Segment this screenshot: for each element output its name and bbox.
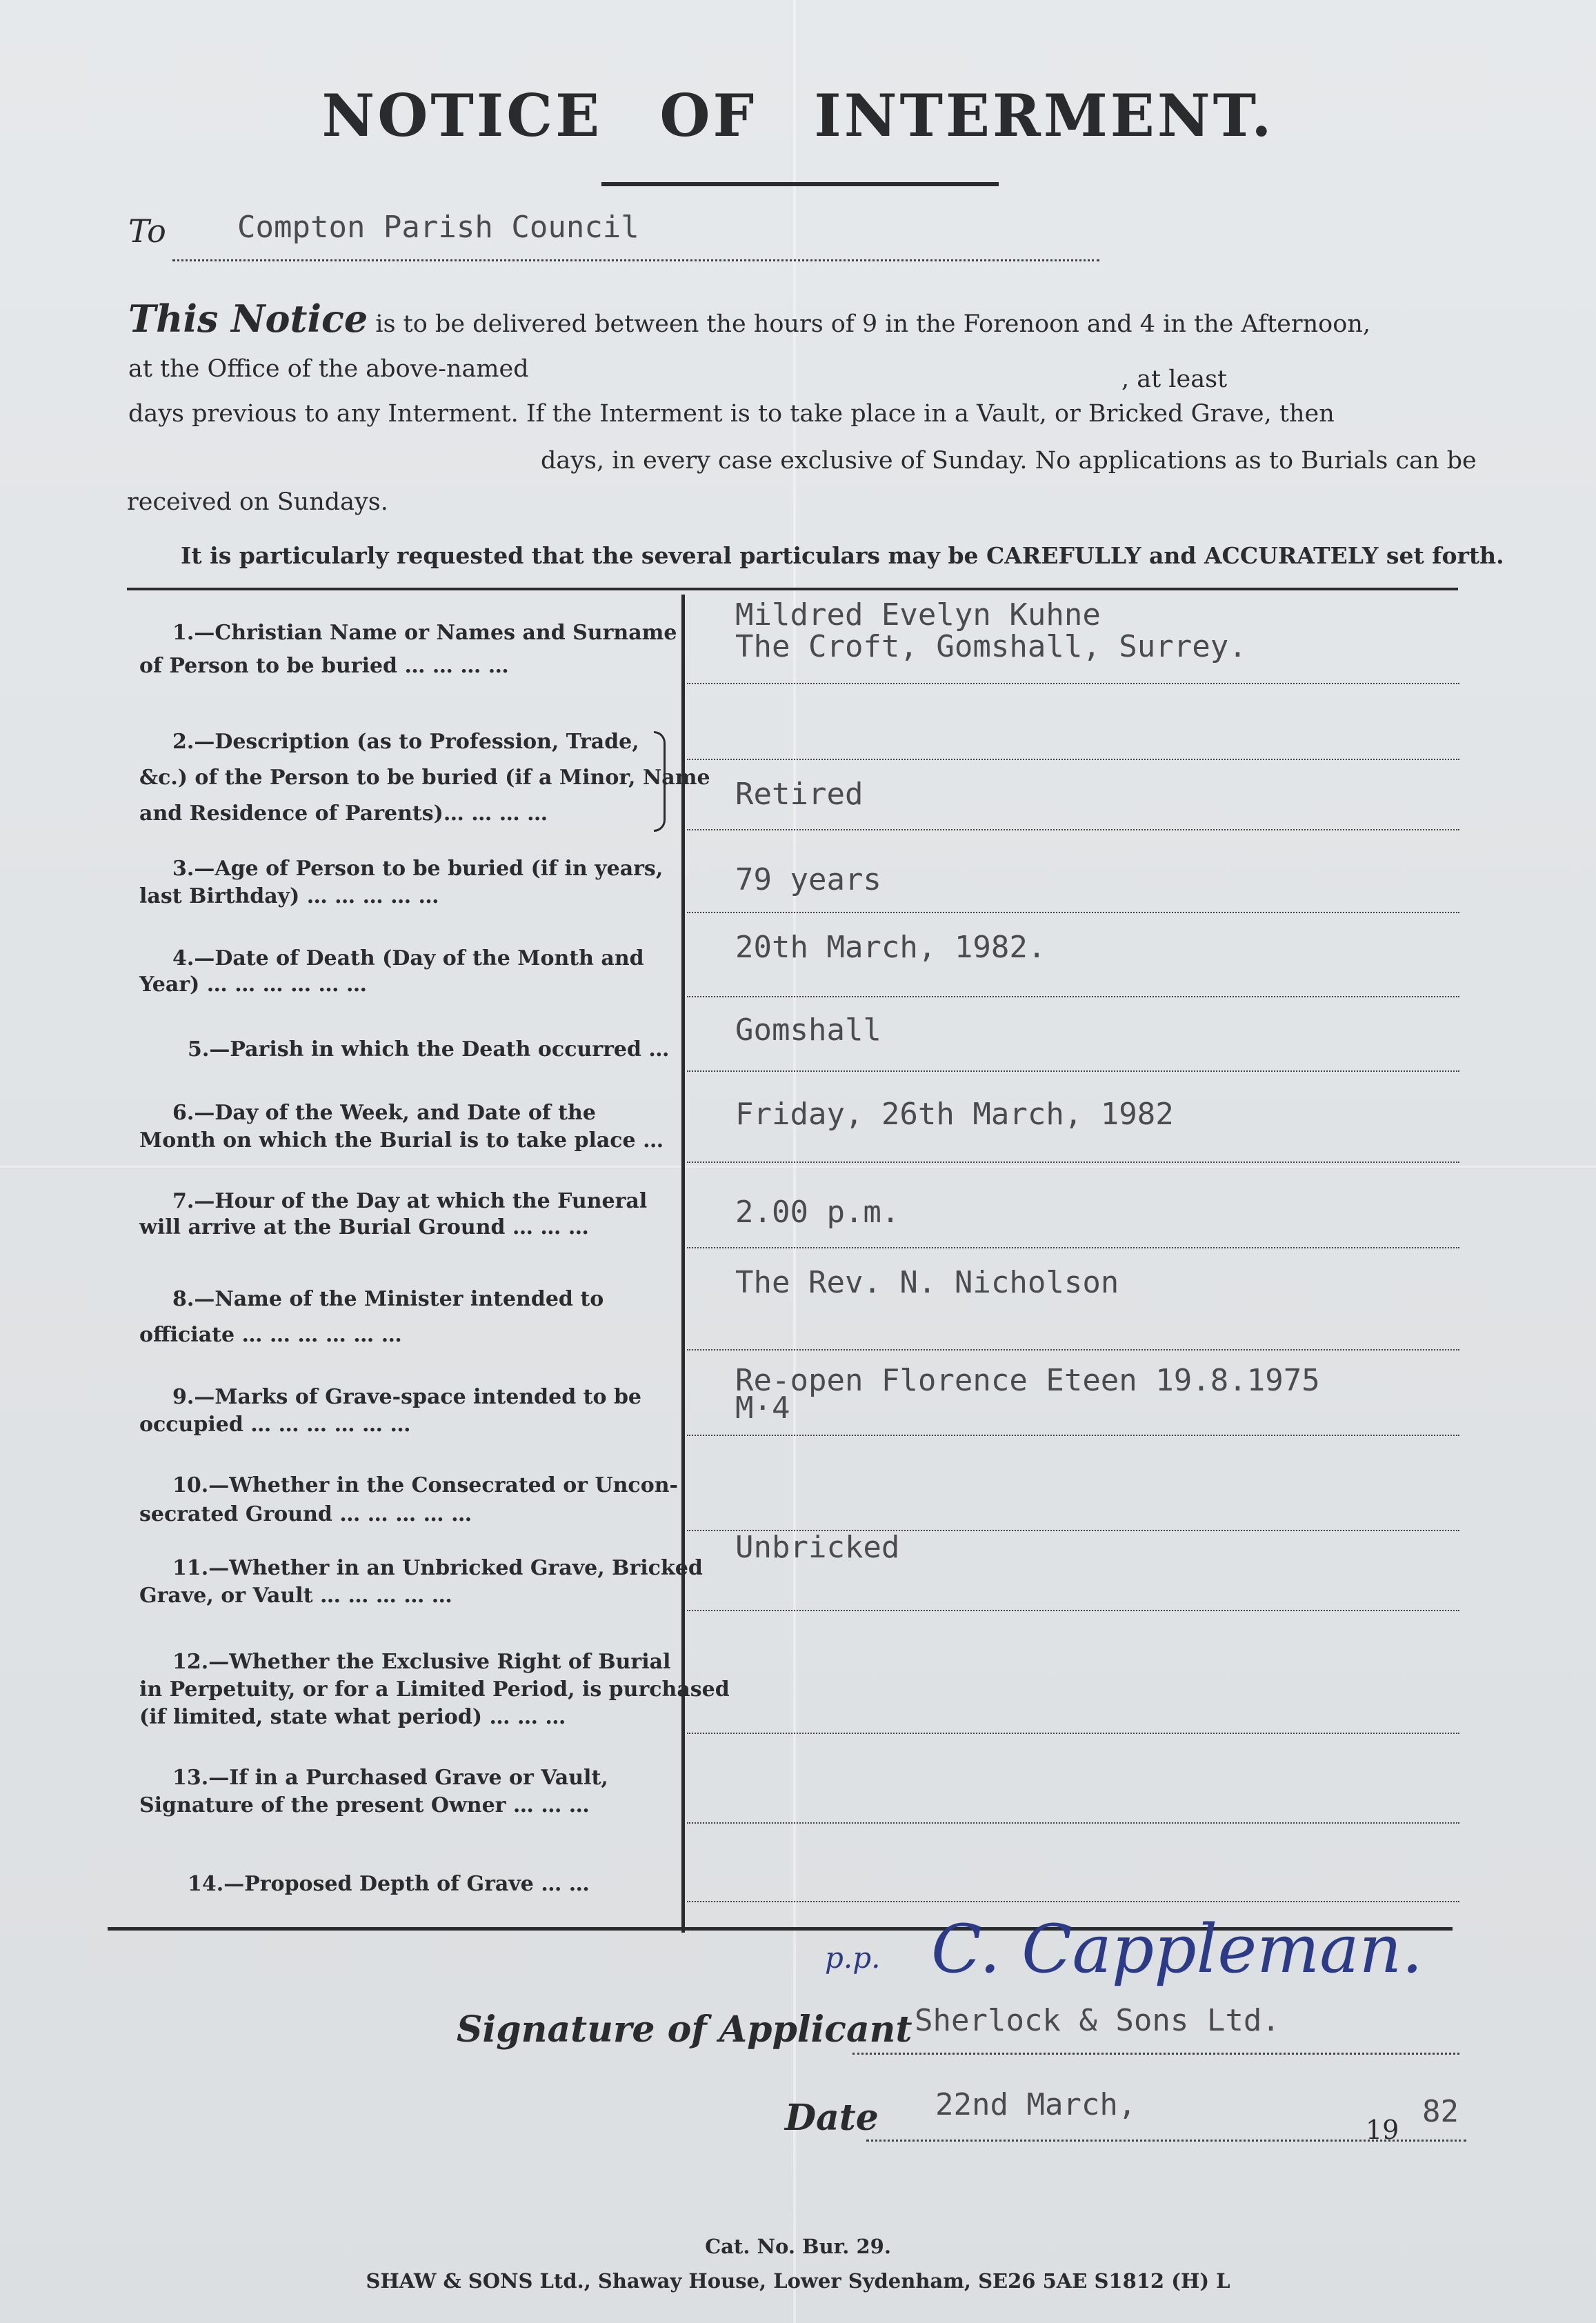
signature-dotted-line: [852, 2053, 1459, 2055]
item-5-value: Gomshall: [735, 1013, 881, 1048]
date-typed: 22nd March,: [935, 2087, 1137, 2122]
intro-line-1: [128, 297, 1466, 341]
item-8-label-line: officiate … … … … … …: [139, 1323, 402, 1347]
signature-label: Signature of Applicant: [457, 2008, 912, 2051]
item-7-label-line: 7.—Hour of the Day at which the Funeral: [172, 1189, 648, 1213]
item-3-label-line: 3.—Age of Person to be buried (if in years,: [172, 857, 664, 881]
answer-dotted-line: [687, 683, 1459, 684]
item-4-label-line: 4.—Date of Death (Day of the Month and: [172, 946, 644, 970]
item-1-label-line: of Person to be buried … … … …: [139, 654, 509, 678]
answer-dotted-line: [687, 1435, 1459, 1436]
item-6-value: Friday, 26th March, 1982: [735, 1097, 1174, 1132]
item-6-label-line: Month on which the Burial is to take place …: [139, 1128, 664, 1153]
answer-dotted-line: [687, 1610, 1459, 1611]
item-1-label-line: 1.—Christian Name or Names and Surname: [172, 621, 677, 645]
item-1-value: Mildred Evelyn Kuhne: [735, 597, 1101, 632]
item-12-label-line: 12.—Whether the Exclusive Right of Burial: [172, 1650, 671, 1674]
publisher-text: SHAW & SONS Ltd., Shaway House, Lower Sydenham, SE26 5AE S1812 (H) L: [366, 2269, 1230, 2293]
intro-lead: This Notice: [128, 297, 368, 341]
item-2-value: Retired: [735, 777, 864, 812]
intro-line-3: days previous to any Interment. If the Interment is to take place in a Vault, or Bricked Grave, then: [128, 400, 1335, 428]
intro-line-2b: , at least: [1121, 366, 1228, 393]
intro-request: It is particularly requested that the several particulars may be CAREFULLY and ACCURATELY set forth.: [181, 542, 1504, 569]
item-13-label-line: Signature of the present Owner … … …: [139, 1793, 590, 1817]
item-4-value: 20th March, 1982.: [735, 930, 1046, 965]
signature-typed: Sherlock & Sons Ltd.: [915, 2003, 1280, 2038]
item-9-value: M·4: [735, 1390, 790, 1426]
answer-dotted-line: [687, 912, 1459, 913]
answer-dotted-line: [687, 759, 1459, 760]
intro-line1-rest: is to be delivered between the hours of 9 in the Forenoon and 4 in the Afternoon,: [375, 310, 1370, 338]
item-10-label-line: secrated Ground … … … … …: [139, 1502, 472, 1526]
answer-dotted-line: [687, 1733, 1459, 1734]
intro-line-4: days, in every case exclusive of Sunday. No applications as to Burials can be: [541, 447, 1477, 475]
item-3-label-line: last Birthday) … … … … …: [139, 884, 439, 908]
table-top-rule: [127, 588, 1458, 590]
handwritten-signature: C. Cappleman.: [931, 1911, 1423, 1988]
item-11-label-line: Grave, or Vault … … … … …: [139, 1584, 452, 1608]
date-label: Date: [785, 2097, 879, 2139]
item-2-label-line: 2.—Description (as to Profession, Trade,: [172, 730, 639, 754]
intro-line-5: received on Sundays.: [127, 488, 388, 516]
item-6-label-line: 6.—Day of the Week, and Date of the: [172, 1101, 596, 1125]
item-11-value: Unbricked: [735, 1530, 900, 1565]
catalogue-number: Cat. No. Bur. 29.: [705, 2235, 891, 2258]
item-10-label-line: 10.—Whether in the Consecrated or Uncon-: [172, 1473, 678, 1497]
table-column-divider: [681, 595, 685, 1933]
item-9-label-line: occupied … … … … … …: [139, 1413, 411, 1437]
item-1-value: The Croft, Gomshall, Surrey.: [735, 629, 1247, 664]
answer-dotted-line: [687, 1247, 1459, 1248]
item-8-label-line: 8.—Name of the Minister intended to: [172, 1287, 604, 1311]
intro-line-2a: at the Office of the above-named: [128, 355, 529, 383]
answer-dotted-line: [687, 1349, 1459, 1350]
publisher-line: [0, 2269, 1596, 2293]
answer-dotted-line: [687, 829, 1459, 830]
to-label: To: [128, 212, 166, 250]
item-9-value: Re-open Florence Eteen 19.8.1975: [735, 1363, 1320, 1398]
date-year-suffix: 82: [1422, 2094, 1459, 2129]
item2-bracket: [654, 731, 666, 832]
item-3-value: 79 years: [735, 862, 881, 897]
item-7-label-line: will arrive at the Burial Ground … … …: [139, 1215, 589, 1239]
item-5-label-line: 5.—Parish in which the Death occurred …: [188, 1037, 670, 1061]
page-title: NOTICE OF INTERMENT.: [321, 81, 1275, 150]
item-4-label-line: Year) … … … … … …: [139, 973, 367, 997]
item-7-value: 2.00 p.m.: [735, 1195, 900, 1230]
item-2-label-line: &c.) of the Person to be buried (if a Minor, Name: [139, 766, 710, 790]
item-12-label-line: (if limited, state what period) … … …: [139, 1705, 566, 1729]
item-11-label-line: 11.—Whether in an Unbricked Grave, Bricked: [172, 1556, 703, 1580]
signature-pp: p.p.: [825, 1941, 881, 1975]
date-year-prefix: 19: [1366, 2115, 1399, 2145]
item-13-label-line: 13.—If in a Purchased Grave or Vault,: [172, 1766, 608, 1790]
answer-dotted-line: [687, 1070, 1459, 1072]
answer-dotted-line: [687, 1162, 1459, 1163]
answer-dotted-line: [687, 996, 1459, 997]
item-9-label-line: 9.—Marks of Grave-space intended to be: [172, 1385, 642, 1409]
item-12-label-line: in Perpetuity, or for a Limited Period, is purchased: [139, 1677, 730, 1702]
item-14-label-line: 14.—Proposed Depth of Grave … …: [188, 1872, 590, 1896]
answer-dotted-line: [687, 1901, 1459, 1902]
to-value: Compton Parish Council: [237, 210, 639, 245]
title-underline: [601, 182, 999, 186]
item-2-label-line: and Residence of Parents)… … … …: [139, 801, 548, 826]
to-dotted-line: [172, 259, 1099, 261]
item-8-value: The Rev. N. Nicholson: [735, 1265, 1119, 1300]
paper-fold-horizontal: [0, 1166, 1596, 1168]
answer-dotted-line: [687, 1530, 1459, 1531]
answer-dotted-line: [687, 1822, 1459, 1824]
